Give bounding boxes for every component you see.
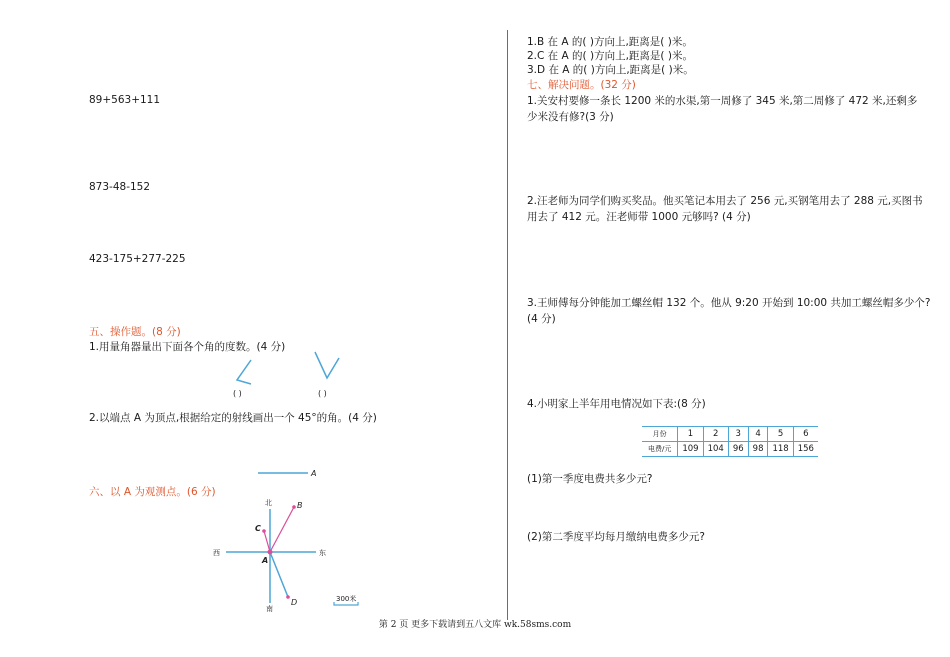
- table-row: [642, 427, 818, 442]
- calc-1: 89+563+111: [89, 94, 161, 106]
- angle-1-answer: ( ): [233, 389, 242, 398]
- label-a: A: [262, 556, 269, 565]
- point-c: [262, 529, 266, 533]
- table-cell: 96: [728, 442, 748, 457]
- table-row-label: 电费/元: [642, 442, 678, 457]
- angle-2-answer: ( ): [318, 389, 327, 398]
- point-b: [292, 505, 296, 509]
- point-a: [268, 550, 273, 555]
- section-7-sub-question-1: (1)第一季度电费共多少元?: [527, 473, 653, 485]
- scale-label: 300米: [336, 595, 357, 603]
- section-7-question-4: 4.小明家上半年用电情况如下表:(8 分): [527, 398, 706, 410]
- table-cell: 3: [728, 427, 748, 442]
- electricity-table: [642, 426, 818, 457]
- table-cell: 1: [678, 427, 703, 442]
- table-cell: 2: [703, 427, 728, 442]
- section-7-question-2: 2.汪老师为同学们购买奖品。他买笔记本用去了 256 元,买钢笔用去了 288 元,买图书用去了 412 元。汪老师带 1000 元够吗? (4 分): [527, 195, 923, 223]
- section-5-heading: 五、操作题。(8 分): [89, 326, 181, 338]
- section-5-question-1: 1.用量角器量出下面各个角的度数。(4 分): [89, 341, 286, 353]
- section-5-question-2: 2.以端点 A 为顶点,根据给定的射线画出一个 45°的角。(4 分): [89, 412, 377, 424]
- ray-a-to-c: [264, 531, 270, 552]
- table-row: [642, 442, 818, 457]
- fill-question-3: 3.D 在 A 的( )方向上,距离是( )米。: [527, 64, 694, 76]
- table-cell: 109: [678, 442, 703, 457]
- page-footer: 第 2 页 更多下载请到五八文库 wk.58sms.com: [378, 620, 572, 630]
- table-cell: 6: [793, 427, 818, 442]
- fill-question-1: 1.B 在 A 的( )方向上,距离是( )米。: [527, 36, 693, 48]
- table-row-label: 月份: [642, 427, 678, 442]
- table-cell: 98: [748, 442, 768, 457]
- section-7-question-3: 3.王师傅每分钟能加工螺丝帽 132 个。他从 9:20 开始到 10:00 共加工螺丝帽多少个?(4 分): [527, 297, 931, 325]
- column-divider: [507, 30, 508, 620]
- table-cell: 118: [768, 442, 793, 457]
- compass-figure: [210, 495, 370, 613]
- angle-1: [237, 360, 251, 384]
- label-west: 西: [213, 549, 220, 557]
- label-c: C: [255, 524, 261, 533]
- ray-a-to-d: [270, 552, 288, 597]
- label-d: D: [291, 598, 298, 607]
- label-north: 北: [265, 499, 272, 507]
- angle-figures: [225, 350, 355, 390]
- point-d: [286, 595, 290, 599]
- ray-figure: [256, 466, 326, 480]
- section-7-heading: 七、解决问题。(32 分): [527, 79, 636, 91]
- section-7-question-1: 1.关安村要修一条长 1200 米的水渠,第一周修了 345 米,第二周修了 472 米,还剩多少米没有修?(3 分): [527, 95, 918, 123]
- label-south: 南: [266, 605, 273, 613]
- table-cell: 156: [793, 442, 818, 457]
- section-7-sub-question-2: (2)第二季度平均每月缴纳电费多少元?: [527, 531, 705, 543]
- table-cell: 5: [768, 427, 793, 442]
- label-east: 东: [319, 549, 326, 557]
- fill-question-2: 2.C 在 A 的( )方向上,距离是( )米。: [527, 50, 693, 62]
- calc-2: 873-48-152: [89, 181, 151, 193]
- section-6-heading: 六、以 A 为观测点。(6 分): [89, 486, 216, 498]
- table-cell: 4: [748, 427, 768, 442]
- ray-label-a: A: [311, 469, 317, 478]
- angle-2: [315, 352, 339, 378]
- ray-a-to-b: [270, 507, 294, 552]
- calc-3: 423-175+277-225: [89, 253, 186, 265]
- label-b: B: [297, 501, 303, 510]
- table-cell: 104: [703, 442, 728, 457]
